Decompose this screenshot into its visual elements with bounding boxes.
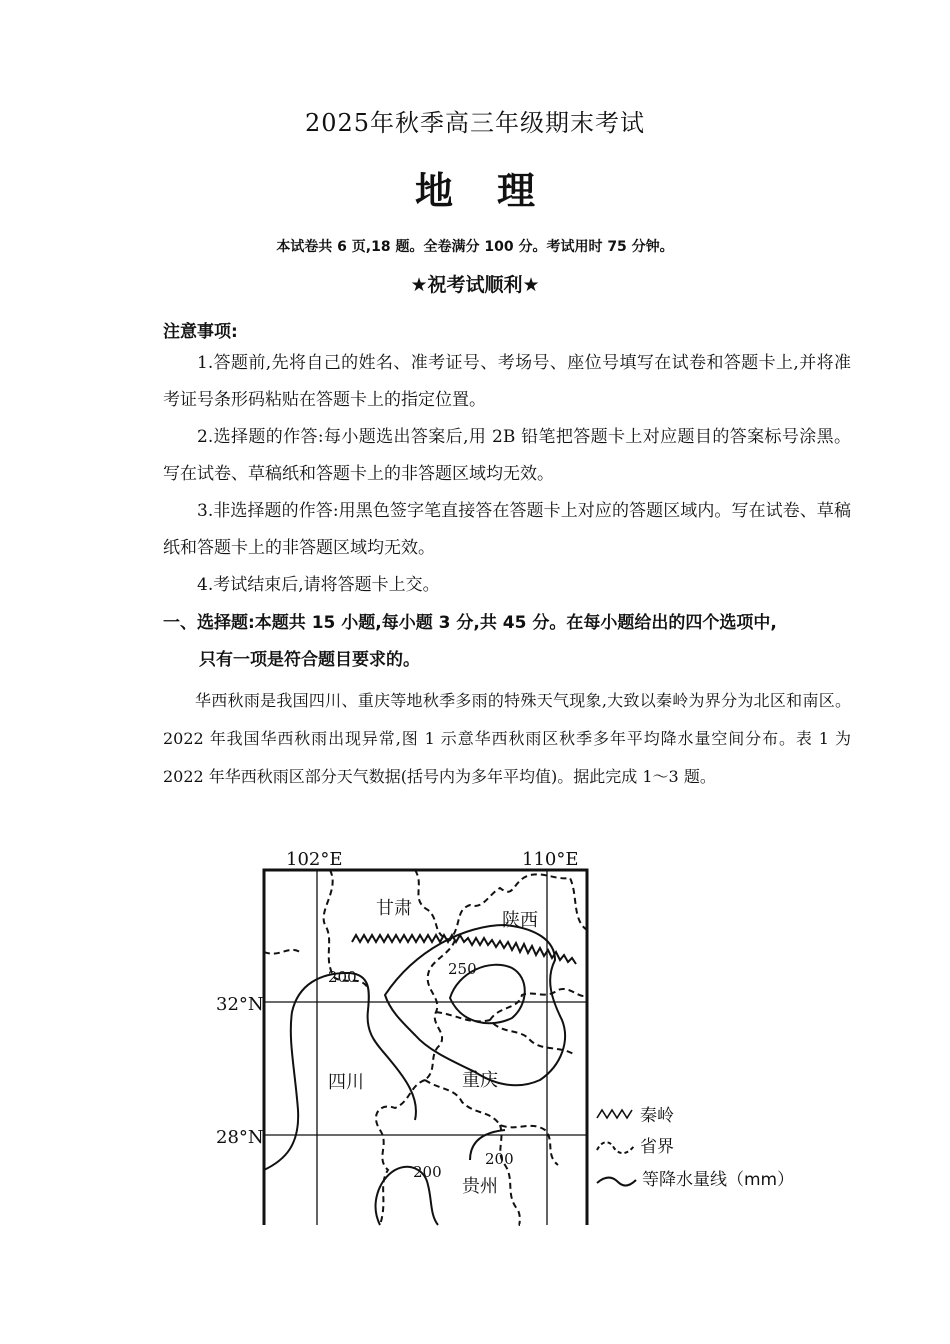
legend-border-symbol [597,1142,634,1153]
section-one-heading [163,605,853,679]
notice-heading: 注意事项: [163,322,238,342]
notice-item-3: 3.非选择题的作答:用黑色签字笔直接答在答题卡上对应的答题区域内。写在试卷、草稿纸和答题卡上的非答题区域均无效。 [163,501,851,558]
isohyet-label-200-a: 200 [328,968,357,986]
notice-item-2: 2.选择题的作答:每小题选出答案后,用 2B 铅笔把答题卡上对应题目的答案标号涂黑。写在试卷、草稿纸和答题卡上的非答题区域均无效。 [163,427,851,484]
blessing-line: ★祝考试顺利★ [410,274,540,296]
question-intro: 华西秋雨是我国四川、重庆等地秋季多雨的特殊天气现象,大致以秦岭为界分为北区和南区。2022 年我国华西秋雨出现异常,图 1 示意华西秋雨区秋季多年平均降水量空间分布。表 1 为 2022 年华西秋雨区部分天气数据(括号内为多年平均值)。据此完成 1～3 题。 [163,691,851,786]
map-legend [597,1106,794,1190]
legend-qinling-symbol [597,1110,632,1118]
legend-border-label: 省界 [640,1137,674,1157]
figure-1-map [200,840,820,1230]
lat-label-32: 32°N [216,994,264,1015]
notice-item-4: 4.考试结束后,请将答题卡上交。 [197,575,440,595]
region-sichuan: 四川 [328,1072,364,1093]
legend-isohyet-symbol [597,1178,636,1186]
lat-label-28: 28°N [216,1127,264,1148]
isohyet-label-250: 250 [448,960,477,978]
subject-char-2: 理 [497,169,536,213]
subject-title [0,160,950,215]
section-heading-line-1: 一、选择题:本题共 15 小题,每小题 3 分,共 45 分。在每小题给出的四个选项中, [163,613,777,633]
isohyet-label-200-b: 200 [485,1150,514,1168]
exam-title: 2025年秋季高三年级期末考试 [304,109,646,137]
region-gansu: 甘肃 [376,898,412,919]
lon-label-102: 102°E [286,849,343,870]
notice-item-1: 1.答题前,先将自己的姓名、准考证号、考场号、座位号填写在试卷和答题卡上,并将准考证号条形码粘贴在答题卡上的指定位置。 [163,353,851,410]
isohyet-label-200-c: 200 [413,1163,442,1181]
lon-label-110: 110°E [522,849,579,870]
exam-info: 本试卷共 6 页,18 题。全卷满分 100 分。考试用时 75 分钟。 [276,239,674,255]
legend-isohyet-label: 等降水量线（mm） [642,1170,795,1190]
subject-char-1: 地 [414,169,453,213]
region-shaanxi: 陕西 [502,910,538,931]
region-guizhou: 贵州 [462,1176,498,1197]
section-heading-line-2: 只有一项是符合题目要求的。 [199,650,420,670]
region-chongqing: 重庆 [462,1070,498,1091]
legend-qinling-label: 秦岭 [640,1106,674,1126]
